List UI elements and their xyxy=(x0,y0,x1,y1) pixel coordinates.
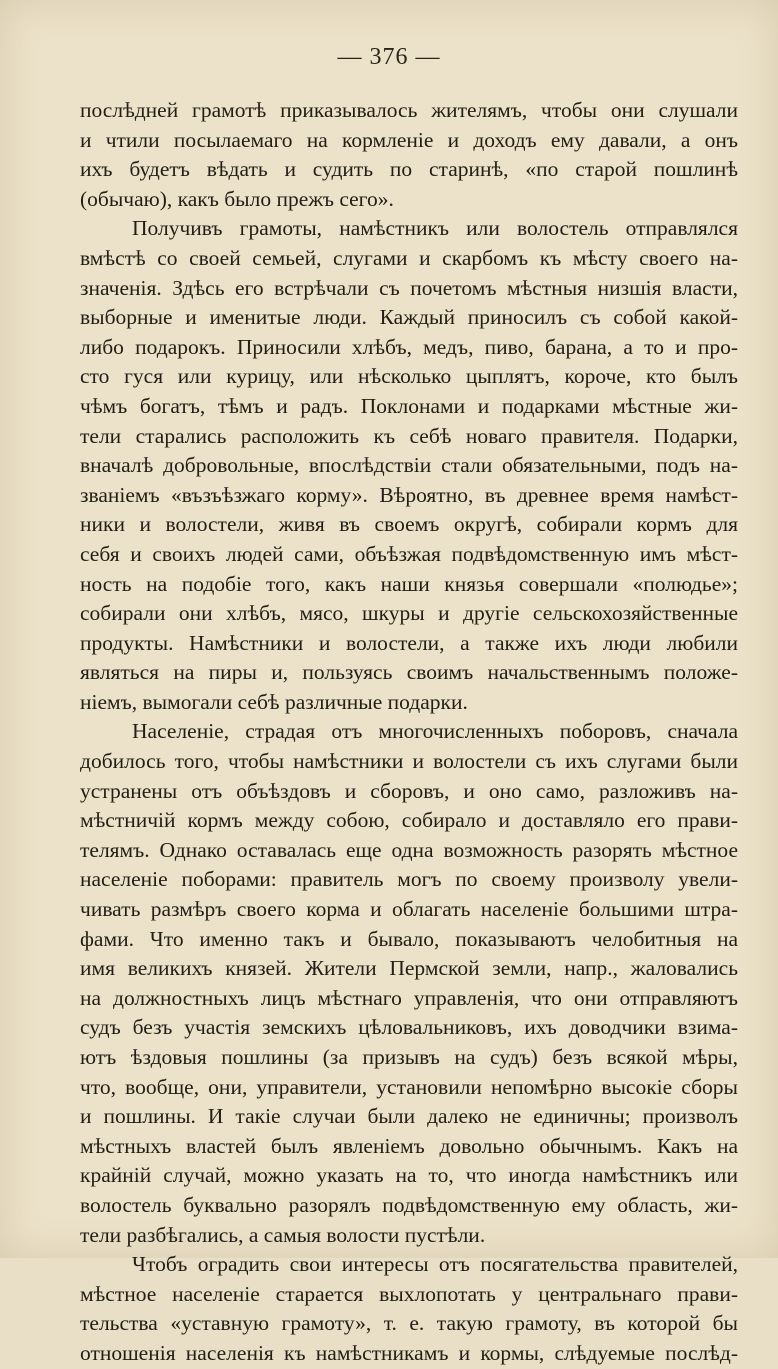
text-line: и чтили посылаемаго на кормленіе и доходъ ему давали, а онъ xyxy=(80,127,738,152)
text-line: тельства «уставную грамоту», т. е. такую грамоту, въ которой бы xyxy=(80,1311,738,1336)
body-text xyxy=(80,96,738,1369)
text-line: послѣдней грамотѣ приказывалось жителямъ, чтобы они слушали xyxy=(80,98,738,122)
text-line: ютъ ѣздовыя пошлины (за призывъ на судъ) безъ всякой мѣры, xyxy=(80,1045,738,1069)
text-line: крайній случай, можно указать на то, что иногда намѣстникъ или xyxy=(80,1163,738,1188)
text-line: (обычаю), какъ было прежъ сего». xyxy=(80,186,394,211)
text-line: добилось того, чтобы намѣстники и волостели съ ихъ слугами были xyxy=(80,749,738,774)
text-line: званіемъ «възъѣзжаго корму». Вѣроятно, въ древнее время намѣст- xyxy=(80,482,738,507)
text-line: устранены отъ объѣздовъ и сборовъ, и оно само, разложивъ на- xyxy=(80,778,738,803)
page-number: — 376 — xyxy=(337,44,441,70)
text-line: собирали они хлѣбъ, мясо, шкуры и другіе сельскохозяйственные xyxy=(80,601,738,626)
text-line: что, вообще, они, управители, установили непомѣрно высокіе сборы xyxy=(80,1074,738,1099)
text-line: либо подарокъ. Приносили хлѣбъ, медъ, пиво, барана, а то и про- xyxy=(80,334,738,359)
text-line: и пошлины. И такіе случаи были далеко не единичны; произволъ xyxy=(80,1104,738,1129)
text-line: на должностныхъ лицъ мѣстнаго управленія, что они отправляютъ xyxy=(80,985,738,1010)
text-line: судъ безъ участія земскихъ цѣловальниковъ, ихъ доводчики взима- xyxy=(80,1015,738,1040)
text-line: тели старались расположить къ себѣ новаго правителя. Подарки, xyxy=(80,423,738,448)
text-line: телямъ. Однако оставалась еще одна возможность разорять мѣстное xyxy=(80,837,738,862)
text-line: мѣстничій кормъ между собою, собирало и доставляло его прави- xyxy=(80,808,738,833)
paragraph-first-line: Чтобъ оградить свои интересы отъ посягательства правителей, xyxy=(132,1252,738,1277)
paragraph-first-line: Получивъ грамоты, намѣстникъ или волостель отправлялся xyxy=(132,216,738,241)
text-line: ность на подобіе того, какъ наши князья совершали «полюдье»; xyxy=(80,571,738,596)
text-line: чѣмъ богатъ, тѣмъ и радъ. Поклонами и подарками мѣстные жи- xyxy=(80,393,738,418)
text-line: мѣстное населеніе старается выхлопотать у центральнаго прави- xyxy=(80,1281,738,1306)
paragraph-first-line: Населеніе, страдая отъ многочисленныхъ поборовъ, сначала xyxy=(132,719,738,744)
text-line: мѣстныхъ властей былъ явленіемъ довольно обычнымъ. Какъ на xyxy=(80,1133,738,1158)
text-line: ники и волостели, живя въ своемъ округѣ, собирали кормъ для xyxy=(80,512,738,537)
text-line: вначалѣ добровольные, впослѣдствіи стали обязательными, подъ на- xyxy=(80,453,738,478)
text-line: имя великихъ князей. Жители Пермской земли, напр., жаловались xyxy=(80,956,738,981)
text-line: ніемъ, вымогали себѣ различные подарки. xyxy=(80,689,468,714)
text-line: выборные и именитые люди. Каждый приносилъ съ собой какой- xyxy=(80,305,738,330)
text-line: тели разбѣгались, а самыя волости пустѣли. xyxy=(80,1222,486,1247)
text-line: значенія. Здѣсь его встрѣчали съ почетомъ мѣстныя низшія власти, xyxy=(80,275,738,300)
text-line: продукты. Намѣстники и волостели, а также ихъ люди любили xyxy=(80,630,738,655)
text-line: отношенія населенія къ намѣстникамъ и кормы, слѣдуемые послѣд- xyxy=(80,1340,738,1365)
text-line: чивать размѣръ своего корма и облагать населеніе большими штра- xyxy=(80,897,738,922)
text-line: являться на пиры и, пользуясь своимъ начальственнымъ положе- xyxy=(80,660,738,685)
text-line: ихъ будетъ вѣдать и судить по старинѣ, «по старой пошлинѣ xyxy=(80,157,738,182)
text-line: сто гуся или курицу, или нѣсколько цыплятъ, короче, кто былъ xyxy=(80,364,738,389)
text-line: фами. Что именно такъ и бывало, показываютъ челобитныя на xyxy=(80,926,738,951)
text-line: волостель буквально разорялъ подвѣдомственную ему область, жи- xyxy=(80,1192,738,1217)
text-line: себя и своихъ людей сами, объѣзжая подвѣдомственную имъ мѣст- xyxy=(80,541,738,566)
text-line: вмѣстѣ со своей семьей, слугами и скарбомъ къ мѣсту своего на- xyxy=(80,245,738,270)
text-line: населеніе поборами: правитель могъ по своему произволу увели- xyxy=(80,867,738,892)
